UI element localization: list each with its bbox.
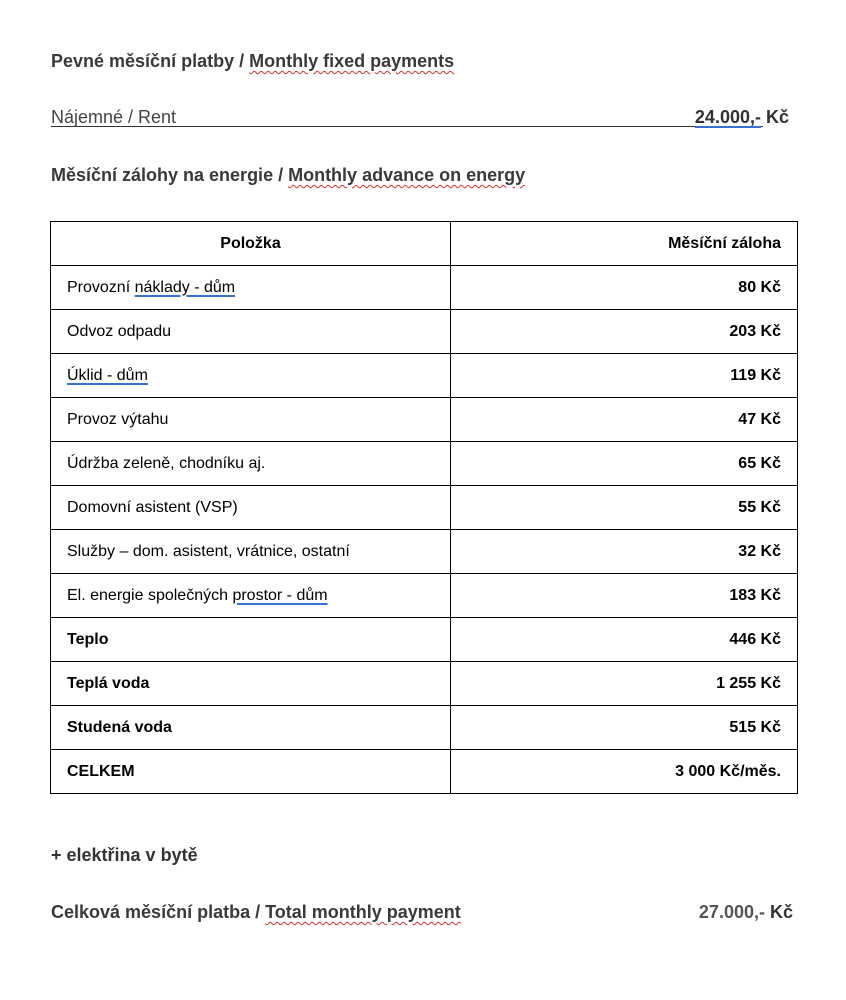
energy-heading-en: Monthly advance on energy	[288, 165, 526, 185]
row-amount: 1 255 Kč	[451, 662, 798, 706]
total-row-amount: 3 000 Kč/měs.	[451, 750, 798, 794]
row-amount: 119 Kč	[451, 354, 798, 398]
energy-table	[50, 221, 798, 794]
row-amount: 55 Kč	[451, 486, 798, 530]
table-row	[51, 398, 798, 442]
total-currency: Kč	[764, 902, 793, 922]
table-row	[51, 442, 798, 486]
grammar-mark: náklady - dům	[134, 278, 236, 296]
total-heading-en: Total monthly payment	[265, 902, 461, 922]
rent-amount	[695, 107, 789, 128]
table-row	[51, 266, 798, 310]
row-name: Domovní asistent (VSP)	[51, 486, 451, 530]
row-amount: 183 Kč	[451, 574, 798, 618]
table-row	[51, 574, 798, 618]
row-name: Údržba zeleně, chodníku aj.	[51, 442, 451, 486]
table-total-row	[51, 750, 798, 794]
row-name: Úklid - dům	[67, 366, 148, 384]
table-row	[51, 706, 798, 750]
table-row	[51, 618, 798, 662]
table-row	[51, 310, 798, 354]
row-name: Studená voda	[51, 706, 451, 750]
table-row	[51, 662, 798, 706]
table-row	[51, 530, 798, 574]
table-row	[51, 354, 798, 398]
total-row-name: CELKEM	[51, 750, 451, 794]
fixed-heading-cz: Pevné měsíční platby /	[51, 51, 250, 71]
energy-heading	[51, 165, 525, 186]
total-payment-heading	[51, 902, 461, 923]
column-header-amount: Měsíční záloha	[451, 222, 798, 266]
total-amount-value: 27.000,-	[698, 902, 765, 922]
total-heading-cz: Celková měsíční platba /	[51, 902, 266, 922]
rent-label: Nájemné / Rent	[51, 107, 177, 127]
row-name: Služby – dom. asistent, vrátnice, ostatní	[51, 530, 451, 574]
column-header-item: Položka	[51, 222, 451, 266]
rent-currency: Kč	[760, 107, 789, 127]
table-header-row	[51, 222, 798, 266]
row-amount: 515 Kč	[451, 706, 798, 750]
grammar-mark: prostor - dům	[232, 586, 328, 604]
row-amount: 203 Kč	[451, 310, 798, 354]
row-name: Provozní náklady - dům	[67, 278, 236, 296]
row-amount: 446 Kč	[451, 618, 798, 662]
electricity-note: + elektřina v bytě	[51, 845, 198, 865]
row-name: Teplá voda	[51, 662, 451, 706]
energy-heading-cz: Měsíční zálohy na energie /	[51, 165, 289, 185]
total-amount	[699, 902, 793, 923]
row-name: El. energie společných prostor - dům	[51, 574, 451, 618]
fixed-heading-en: Monthly fixed payments	[249, 51, 455, 71]
row-name: Odvoz odpadu	[51, 310, 451, 354]
table-row	[51, 486, 798, 530]
row-name: Teplo	[51, 618, 451, 662]
row-amount: 80 Kč	[451, 266, 798, 310]
row-amount: 47 Kč	[451, 398, 798, 442]
row-amount: 32 Kč	[451, 530, 798, 574]
fixed-payments-heading	[51, 51, 454, 72]
row-amount: 65 Kč	[451, 442, 798, 486]
rent-amount-value: 24.000,-	[694, 107, 761, 127]
row-name: Provoz výtahu	[51, 398, 451, 442]
